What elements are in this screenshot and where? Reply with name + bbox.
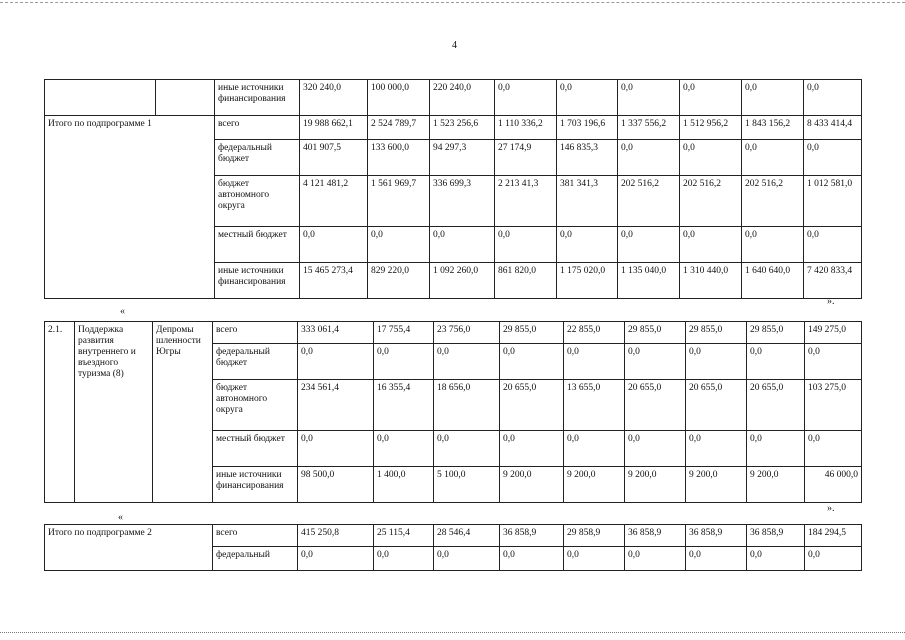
value-cell: 29 855,0	[747, 322, 805, 344]
value-cell: 13 655,0	[564, 380, 625, 431]
value-cell: 0,0	[742, 140, 804, 176]
value-cell: 0,0	[804, 227, 862, 263]
funding-type: всего	[215, 116, 300, 140]
event-name: Поддержка развития внутреннего и въездного туризма (8)	[75, 322, 153, 503]
close-quote: ».	[827, 296, 835, 307]
value-cell: 0,0	[298, 547, 374, 571]
value-cell: 1 523 256,6	[430, 116, 495, 140]
value-cell: 100 000,0	[368, 80, 430, 116]
value-cell: 0,0	[742, 227, 804, 263]
table-row	[45, 525, 862, 547]
value-cell: 220 240,0	[430, 80, 495, 116]
subprogram-2-total-label: Итого по подпрограмме 2	[45, 525, 213, 571]
value-cell: 2 524 789,7	[368, 116, 430, 140]
empty-cell	[45, 80, 156, 116]
open-quote: «	[120, 306, 125, 317]
value-cell: 20 655,0	[500, 380, 564, 431]
funding-type: местный бюджет	[213, 431, 298, 467]
value-cell: 36 858,9	[747, 525, 805, 547]
value-cell: 202 516,2	[618, 176, 680, 227]
value-cell: 1 310 440,0	[680, 263, 742, 299]
value-cell: 415 250,8	[298, 525, 374, 547]
value-cell: 9 200,0	[625, 467, 686, 503]
value-cell: 23 756,0	[434, 322, 500, 344]
value-cell: 0,0	[618, 227, 680, 263]
value-cell: 8 433 414,4	[804, 116, 862, 140]
event-2-1-table	[44, 321, 862, 503]
value-cell: 0,0	[300, 227, 368, 263]
funding-type: иные источники финансирования	[213, 467, 298, 503]
value-cell: 0,0	[625, 547, 686, 571]
value-cell: 0,0	[564, 547, 625, 571]
value-cell: 5 100,0	[434, 467, 500, 503]
value-cell: 9 200,0	[500, 467, 564, 503]
value-cell: 29 858,9	[564, 525, 625, 547]
value-cell: 19 988 662,1	[300, 116, 368, 140]
value-cell: 16 355,4	[374, 380, 434, 431]
value-cell: 1 400,0	[374, 467, 434, 503]
value-cell: 202 516,2	[680, 176, 742, 227]
value-cell: 1 561 969,7	[368, 176, 430, 227]
value-cell: 36 858,9	[686, 525, 747, 547]
funding-type: всего	[213, 322, 298, 344]
value-cell: 29 855,0	[625, 322, 686, 344]
value-cell: 234 561,4	[298, 380, 374, 431]
funding-type: иные источники финансирования	[215, 80, 300, 116]
page-number: 4	[452, 40, 457, 51]
value-cell: 0,0	[495, 227, 557, 263]
value-cell: 1 703 196,6	[557, 116, 618, 140]
value-cell: 0,0	[434, 547, 500, 571]
value-cell: 829 220,0	[368, 263, 430, 299]
value-cell: 4 121 481,2	[300, 176, 368, 227]
open-quote: «	[118, 512, 123, 523]
value-cell: 9 200,0	[564, 467, 625, 503]
value-cell: 1 110 336,2	[495, 116, 557, 140]
value-cell: 0,0	[298, 431, 374, 467]
value-cell: 1 135 040,0	[618, 263, 680, 299]
value-cell: 146 835,3	[557, 140, 618, 176]
value-cell: 0,0	[434, 431, 500, 467]
value-cell: 1 512 956,2	[680, 116, 742, 140]
value-cell: 2 213 41,3	[495, 176, 557, 227]
scan-edge-top	[0, 2, 905, 3]
value-cell: 36 858,9	[500, 525, 564, 547]
funding-type: бюджет автономного округа	[215, 176, 300, 227]
value-cell: 0,0	[805, 547, 862, 571]
value-cell: 0,0	[500, 344, 564, 380]
value-cell: 0,0	[805, 344, 862, 380]
value-cell: 25 115,4	[374, 525, 434, 547]
value-cell: 18 656,0	[434, 380, 500, 431]
value-cell: 184 294,5	[805, 525, 862, 547]
value-cell: 1 640 640,0	[742, 263, 804, 299]
funding-type: федеральный бюджет	[215, 140, 300, 176]
funding-type: бюджет автономного округа	[213, 380, 298, 431]
value-cell: 98 500,0	[298, 467, 374, 503]
value-cell: 9 200,0	[747, 467, 805, 503]
value-cell: 0,0	[374, 431, 434, 467]
table-row	[45, 116, 862, 140]
value-cell: 94 297,3	[430, 140, 495, 176]
funding-type: всего	[213, 525, 298, 547]
value-cell: 0,0	[625, 344, 686, 380]
value-cell: 28 546,4	[434, 525, 500, 547]
value-cell: 1 175 020,0	[557, 263, 618, 299]
subprogram-2-table	[44, 524, 862, 571]
value-cell: 20 655,0	[625, 380, 686, 431]
value-cell: 861 820,0	[495, 263, 557, 299]
value-cell: 0,0	[804, 140, 862, 176]
value-cell: 46 000,0	[805, 467, 862, 503]
value-cell: 1 337 556,2	[618, 116, 680, 140]
value-cell: 0,0	[298, 344, 374, 380]
value-cell: 0,0	[495, 80, 557, 116]
value-cell: 202 516,2	[742, 176, 804, 227]
value-cell: 15 465 273,4	[300, 263, 368, 299]
value-cell: 0,0	[434, 344, 500, 380]
table-row	[45, 80, 862, 116]
value-cell: 0,0	[618, 80, 680, 116]
value-cell: 1 843 156,2	[742, 116, 804, 140]
funding-type: федеральный	[213, 547, 298, 571]
event-number: 2.1.	[45, 322, 75, 503]
value-cell: 0,0	[680, 80, 742, 116]
value-cell: 133 600,0	[368, 140, 430, 176]
value-cell: 9 200,0	[686, 467, 747, 503]
value-cell: 0,0	[374, 547, 434, 571]
empty-cell	[156, 80, 215, 116]
close-quote: ».	[827, 503, 835, 514]
funding-type: иные источники финансирования	[215, 263, 300, 299]
value-cell: 1 092 260,0	[430, 263, 495, 299]
value-cell: 0,0	[618, 140, 680, 176]
value-cell: 7 420 833,4	[804, 263, 862, 299]
value-cell: 29 855,0	[686, 322, 747, 344]
value-cell: 0,0	[500, 431, 564, 467]
subprogram-1-total-label: Итого по подпрограмме 1	[45, 116, 215, 299]
value-cell: 333 061,4	[298, 322, 374, 344]
value-cell: 103 275,0	[805, 380, 862, 431]
scan-edge-bottom	[0, 632, 905, 633]
value-cell: 0,0	[500, 547, 564, 571]
value-cell: 0,0	[374, 344, 434, 380]
value-cell: 27 174,9	[495, 140, 557, 176]
value-cell: 0,0	[430, 227, 495, 263]
value-cell: 0,0	[680, 227, 742, 263]
subprogram-1-table	[44, 79, 862, 299]
value-cell: 320 240,0	[300, 80, 368, 116]
value-cell: 0,0	[564, 344, 625, 380]
funding-type: федеральный бюджет	[213, 344, 298, 380]
value-cell: 336 699,3	[430, 176, 495, 227]
value-cell: 381 341,3	[557, 176, 618, 227]
value-cell: 0,0	[686, 431, 747, 467]
value-cell: 29 855,0	[500, 322, 564, 344]
value-cell: 401 907,5	[300, 140, 368, 176]
table-row	[45, 322, 862, 344]
value-cell: 149 275,0	[805, 322, 862, 344]
funding-type: местный бюджет	[215, 227, 300, 263]
value-cell: 20 655,0	[686, 380, 747, 431]
value-cell: 0,0	[804, 80, 862, 116]
value-cell: 36 858,9	[625, 525, 686, 547]
value-cell: 17 755,4	[374, 322, 434, 344]
value-cell: 22 855,0	[564, 322, 625, 344]
value-cell: 0,0	[368, 227, 430, 263]
value-cell: 20 655,0	[747, 380, 805, 431]
value-cell: 0,0	[805, 431, 862, 467]
value-cell: 0,0	[686, 547, 747, 571]
value-cell: 0,0	[747, 344, 805, 380]
value-cell: 0,0	[557, 227, 618, 263]
value-cell: 0,0	[564, 431, 625, 467]
value-cell: 0,0	[747, 547, 805, 571]
value-cell: 0,0	[680, 140, 742, 176]
event-executor: Депромы шленности Югры	[153, 322, 213, 503]
value-cell: 0,0	[742, 80, 804, 116]
value-cell: 1 012 581,0	[804, 176, 862, 227]
value-cell: 0,0	[625, 431, 686, 467]
value-cell: 0,0	[747, 431, 805, 467]
value-cell: 0,0	[686, 344, 747, 380]
value-cell: 0,0	[557, 80, 618, 116]
